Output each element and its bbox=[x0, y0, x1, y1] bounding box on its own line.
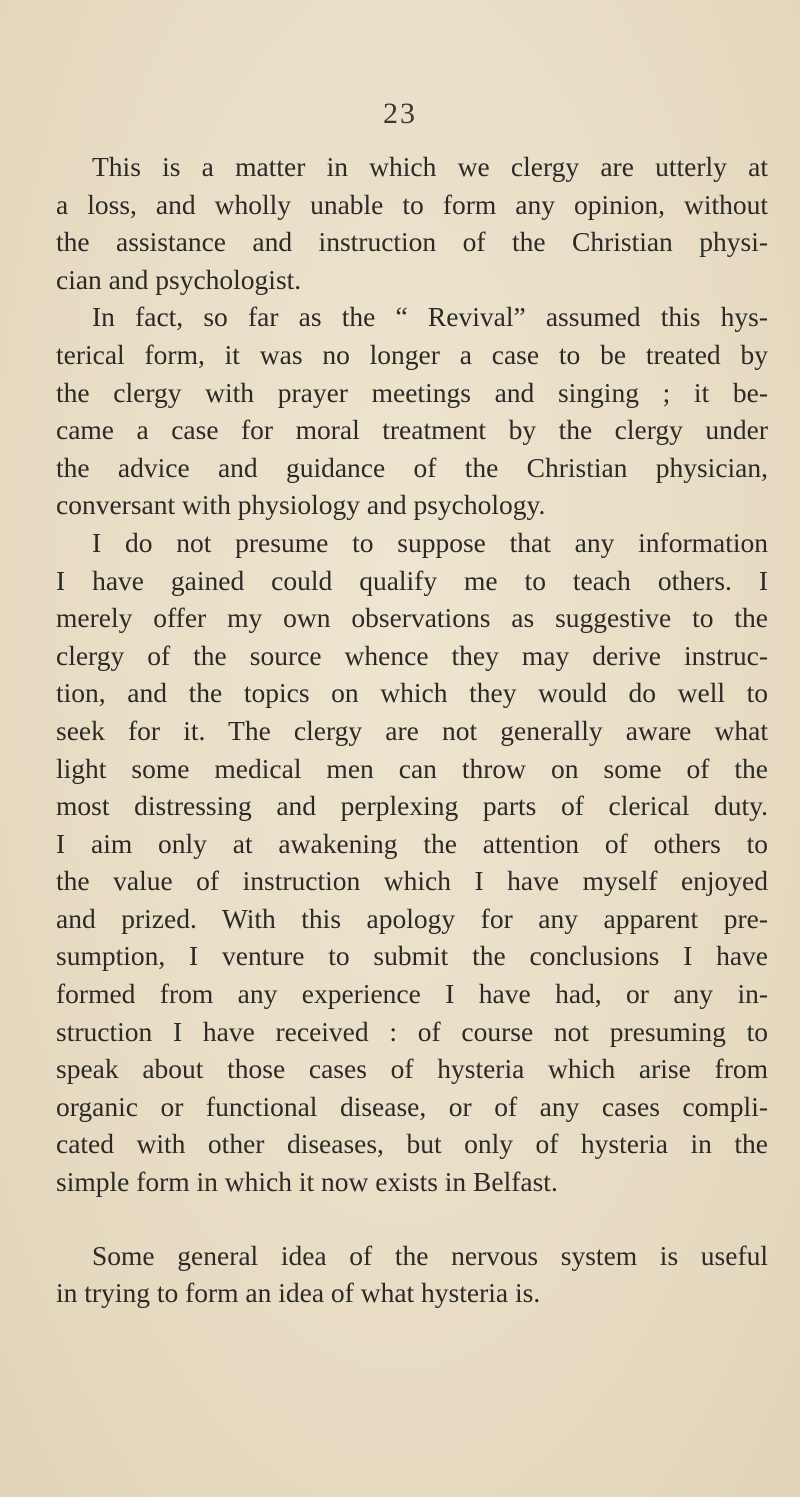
text-line: came a case for moral treatment by the clergy under bbox=[56, 414, 768, 446]
text-line: merely offer my own observations as suggestive to the bbox=[56, 602, 768, 634]
text-line: the advice and guidance of the Christian physician, bbox=[56, 451, 768, 483]
text-line: cated with other diseases, but only of hysteria in the bbox=[56, 1128, 768, 1160]
text-line: Some general idea of the nervous system is useful bbox=[92, 1239, 768, 1271]
section-gap bbox=[56, 1201, 768, 1237]
text-line: This is a matter in which we clergy are utterly at bbox=[92, 151, 768, 182]
text-line: the clergy with prayer meetings and singing ; it be- bbox=[56, 376, 768, 408]
text-line: simple form in which it now exists in Belfast. bbox=[56, 1166, 558, 1198]
paragraph-nervous-system bbox=[56, 1237, 768, 1312]
text-line: speak about those cases of hysteria which arise from bbox=[56, 1053, 768, 1085]
text-line: clergy of the source whence they may derive instruc- bbox=[56, 639, 768, 671]
paragraph-clergy-at-loss bbox=[56, 148, 768, 298]
text-line: I do not presume to suppose that any information bbox=[92, 526, 768, 558]
text-line: the value of instruction which I have myself enjoyed bbox=[56, 865, 768, 897]
text-line: conversant with physiology and psychology. bbox=[56, 489, 546, 521]
text-line: in trying to form an idea of what hysteria is. bbox=[56, 1277, 541, 1309]
text-line: I aim only at awakening the attention of others to bbox=[56, 827, 768, 859]
text-line: a loss, and wholly unable to form any opinion, without bbox=[56, 188, 768, 220]
text-line: organic or functional disease, or of any cases compli- bbox=[56, 1090, 768, 1122]
text-line: In fact, so far as the “ Revival” assumed this hys- bbox=[92, 301, 768, 333]
text-line: struction I have received : of course not presuming to bbox=[56, 1015, 768, 1047]
paragraph-observations bbox=[56, 524, 768, 1201]
paragraph-revival-hysterical-form bbox=[56, 298, 768, 524]
text-line: light some medical men can throw on some of the bbox=[56, 752, 768, 784]
text-line: cian and psychologist. bbox=[56, 263, 302, 295]
text-line: the assistance and instruction of the Christian physi- bbox=[56, 226, 768, 258]
body-text bbox=[56, 148, 768, 1312]
page-number: 23 bbox=[383, 97, 417, 130]
text-line: most distressing and perplexing parts of clerical duty. bbox=[56, 790, 768, 822]
text-line: and prized. With this apology for any apparent pre- bbox=[56, 902, 768, 934]
text-line: I have gained could qualify me to teach others. I bbox=[56, 564, 768, 596]
text-line: tion, and the topics on which they would do well to bbox=[56, 677, 768, 709]
text-line: seek for it. The clergy are not generally aware what bbox=[56, 714, 768, 746]
text-line: sumption, I venture to submit the conclusions I have bbox=[56, 940, 768, 972]
text-line: formed from any experience I have had, or any in- bbox=[56, 978, 768, 1010]
text-line: terical form, it was no longer a case to be treated by bbox=[56, 338, 768, 370]
